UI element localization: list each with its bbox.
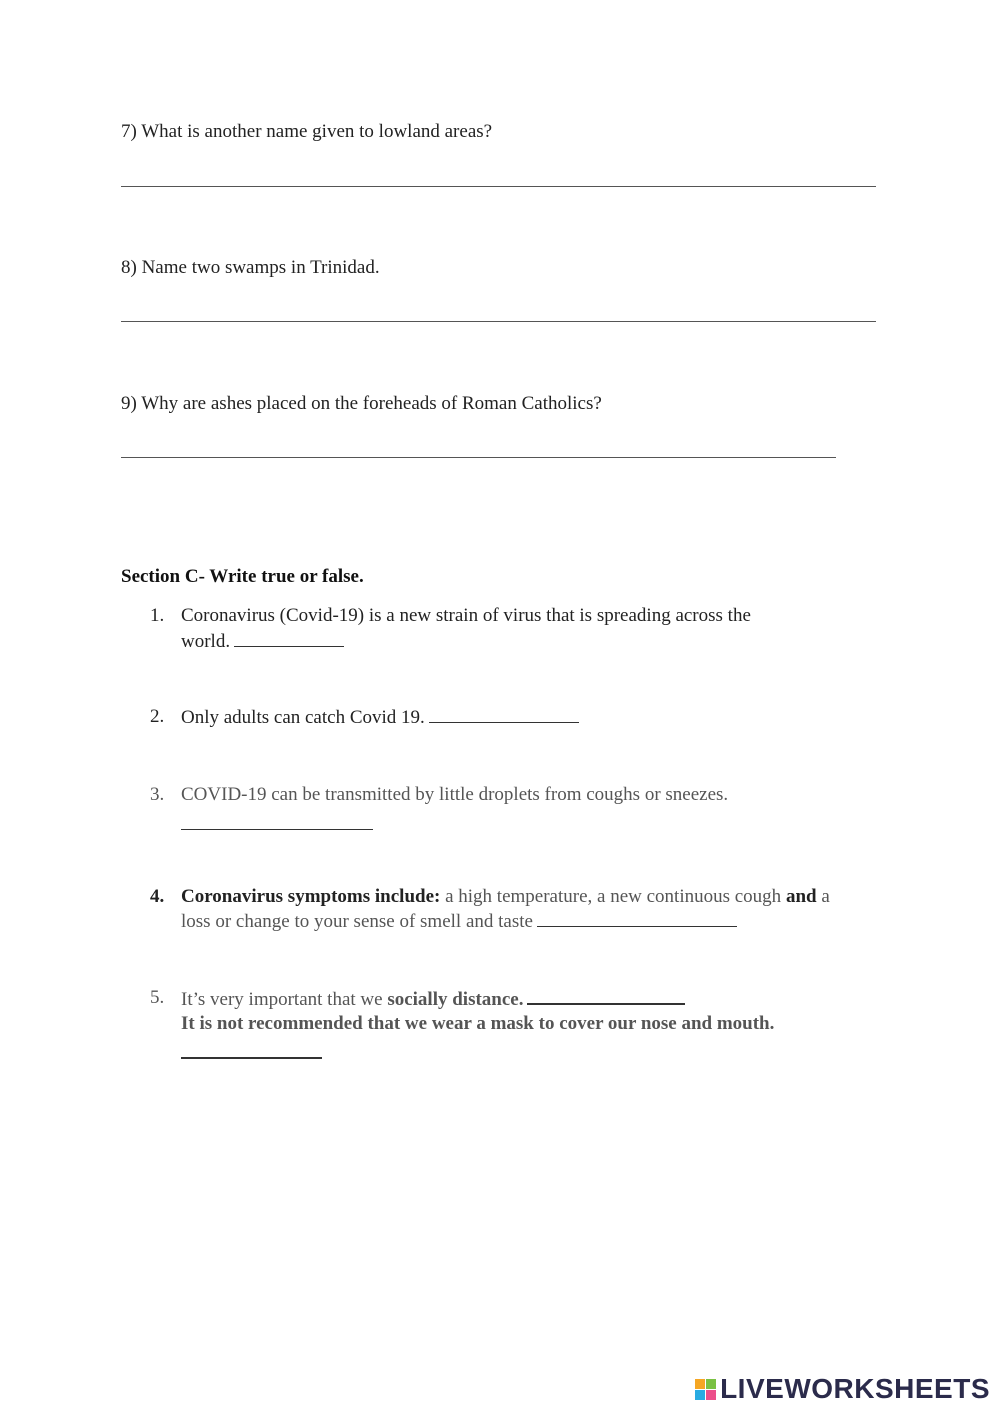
item-3-text: COVID-19 can be transmitted by little droplets from coughs or sneezes. bbox=[181, 784, 729, 805]
item-5-number: 5. bbox=[150, 987, 165, 1008]
question-8: 8) Name two swamps in Trinidad. bbox=[121, 257, 380, 278]
section-c-title: Section C- Write true or false. bbox=[121, 566, 364, 587]
item-2-number: 2. bbox=[150, 706, 165, 727]
item-4-blank[interactable] bbox=[537, 908, 737, 927]
item-5-blank-1[interactable] bbox=[527, 985, 685, 1005]
item-4-mid: a high temperature, a new continuous cough bbox=[440, 886, 786, 907]
item-4-line2 bbox=[181, 908, 737, 934]
item-5-part1: It’s very important that we bbox=[181, 989, 388, 1010]
item-4-and: and bbox=[785, 886, 817, 907]
logo-text: LIVEWORKSHEETS bbox=[720, 1373, 990, 1404]
logo-tiles-icon bbox=[695, 1379, 716, 1400]
item-4-number: 4. bbox=[150, 886, 165, 907]
liveworksheets-logo[interactable] bbox=[695, 1373, 990, 1405]
item-1-blank[interactable] bbox=[234, 628, 344, 647]
answer-line-7[interactable] bbox=[121, 186, 876, 187]
item-4-tail: a bbox=[816, 886, 830, 907]
item-5-blank-2[interactable] bbox=[181, 1057, 322, 1059]
item-5-line2: It is not recommended that we wear a mask to cover our nose and mouth. bbox=[181, 1013, 775, 1034]
logo-tile-l bbox=[695, 1379, 705, 1389]
logo-tile-e bbox=[706, 1390, 716, 1400]
question-7: 7) What is another name given to lowland areas? bbox=[121, 121, 493, 142]
item-2-line bbox=[181, 704, 579, 730]
item-2-blank[interactable] bbox=[429, 704, 579, 723]
item-2-text: Only adults can catch Covid 19. bbox=[181, 707, 425, 728]
item-1-number: 1. bbox=[150, 605, 165, 626]
question-9: 9) Why are ashes placed on the foreheads of Roman Catholics? bbox=[121, 393, 602, 414]
item-1-line2 bbox=[181, 628, 344, 654]
item-4-text2: loss or change to your sense of smell and taste bbox=[181, 911, 533, 932]
item-3-blank[interactable] bbox=[181, 829, 373, 830]
answer-line-9[interactable] bbox=[121, 457, 836, 458]
item-5-line1 bbox=[181, 985, 685, 1012]
logo-tile-i bbox=[706, 1379, 716, 1389]
item-5-part1-bold: socially distance. bbox=[387, 989, 524, 1010]
item-1-line1: Coronavirus (Covid-19) is a new strain of virus that is spreading across the bbox=[181, 605, 751, 626]
item-4-lead: Coronavirus symptoms include: bbox=[181, 886, 441, 907]
item-3-number: 3. bbox=[150, 784, 165, 805]
answer-line-8[interactable] bbox=[121, 321, 876, 322]
item-4-line1 bbox=[181, 884, 830, 909]
item-1-text: world. bbox=[181, 631, 231, 652]
logo-tile-v bbox=[695, 1390, 705, 1400]
